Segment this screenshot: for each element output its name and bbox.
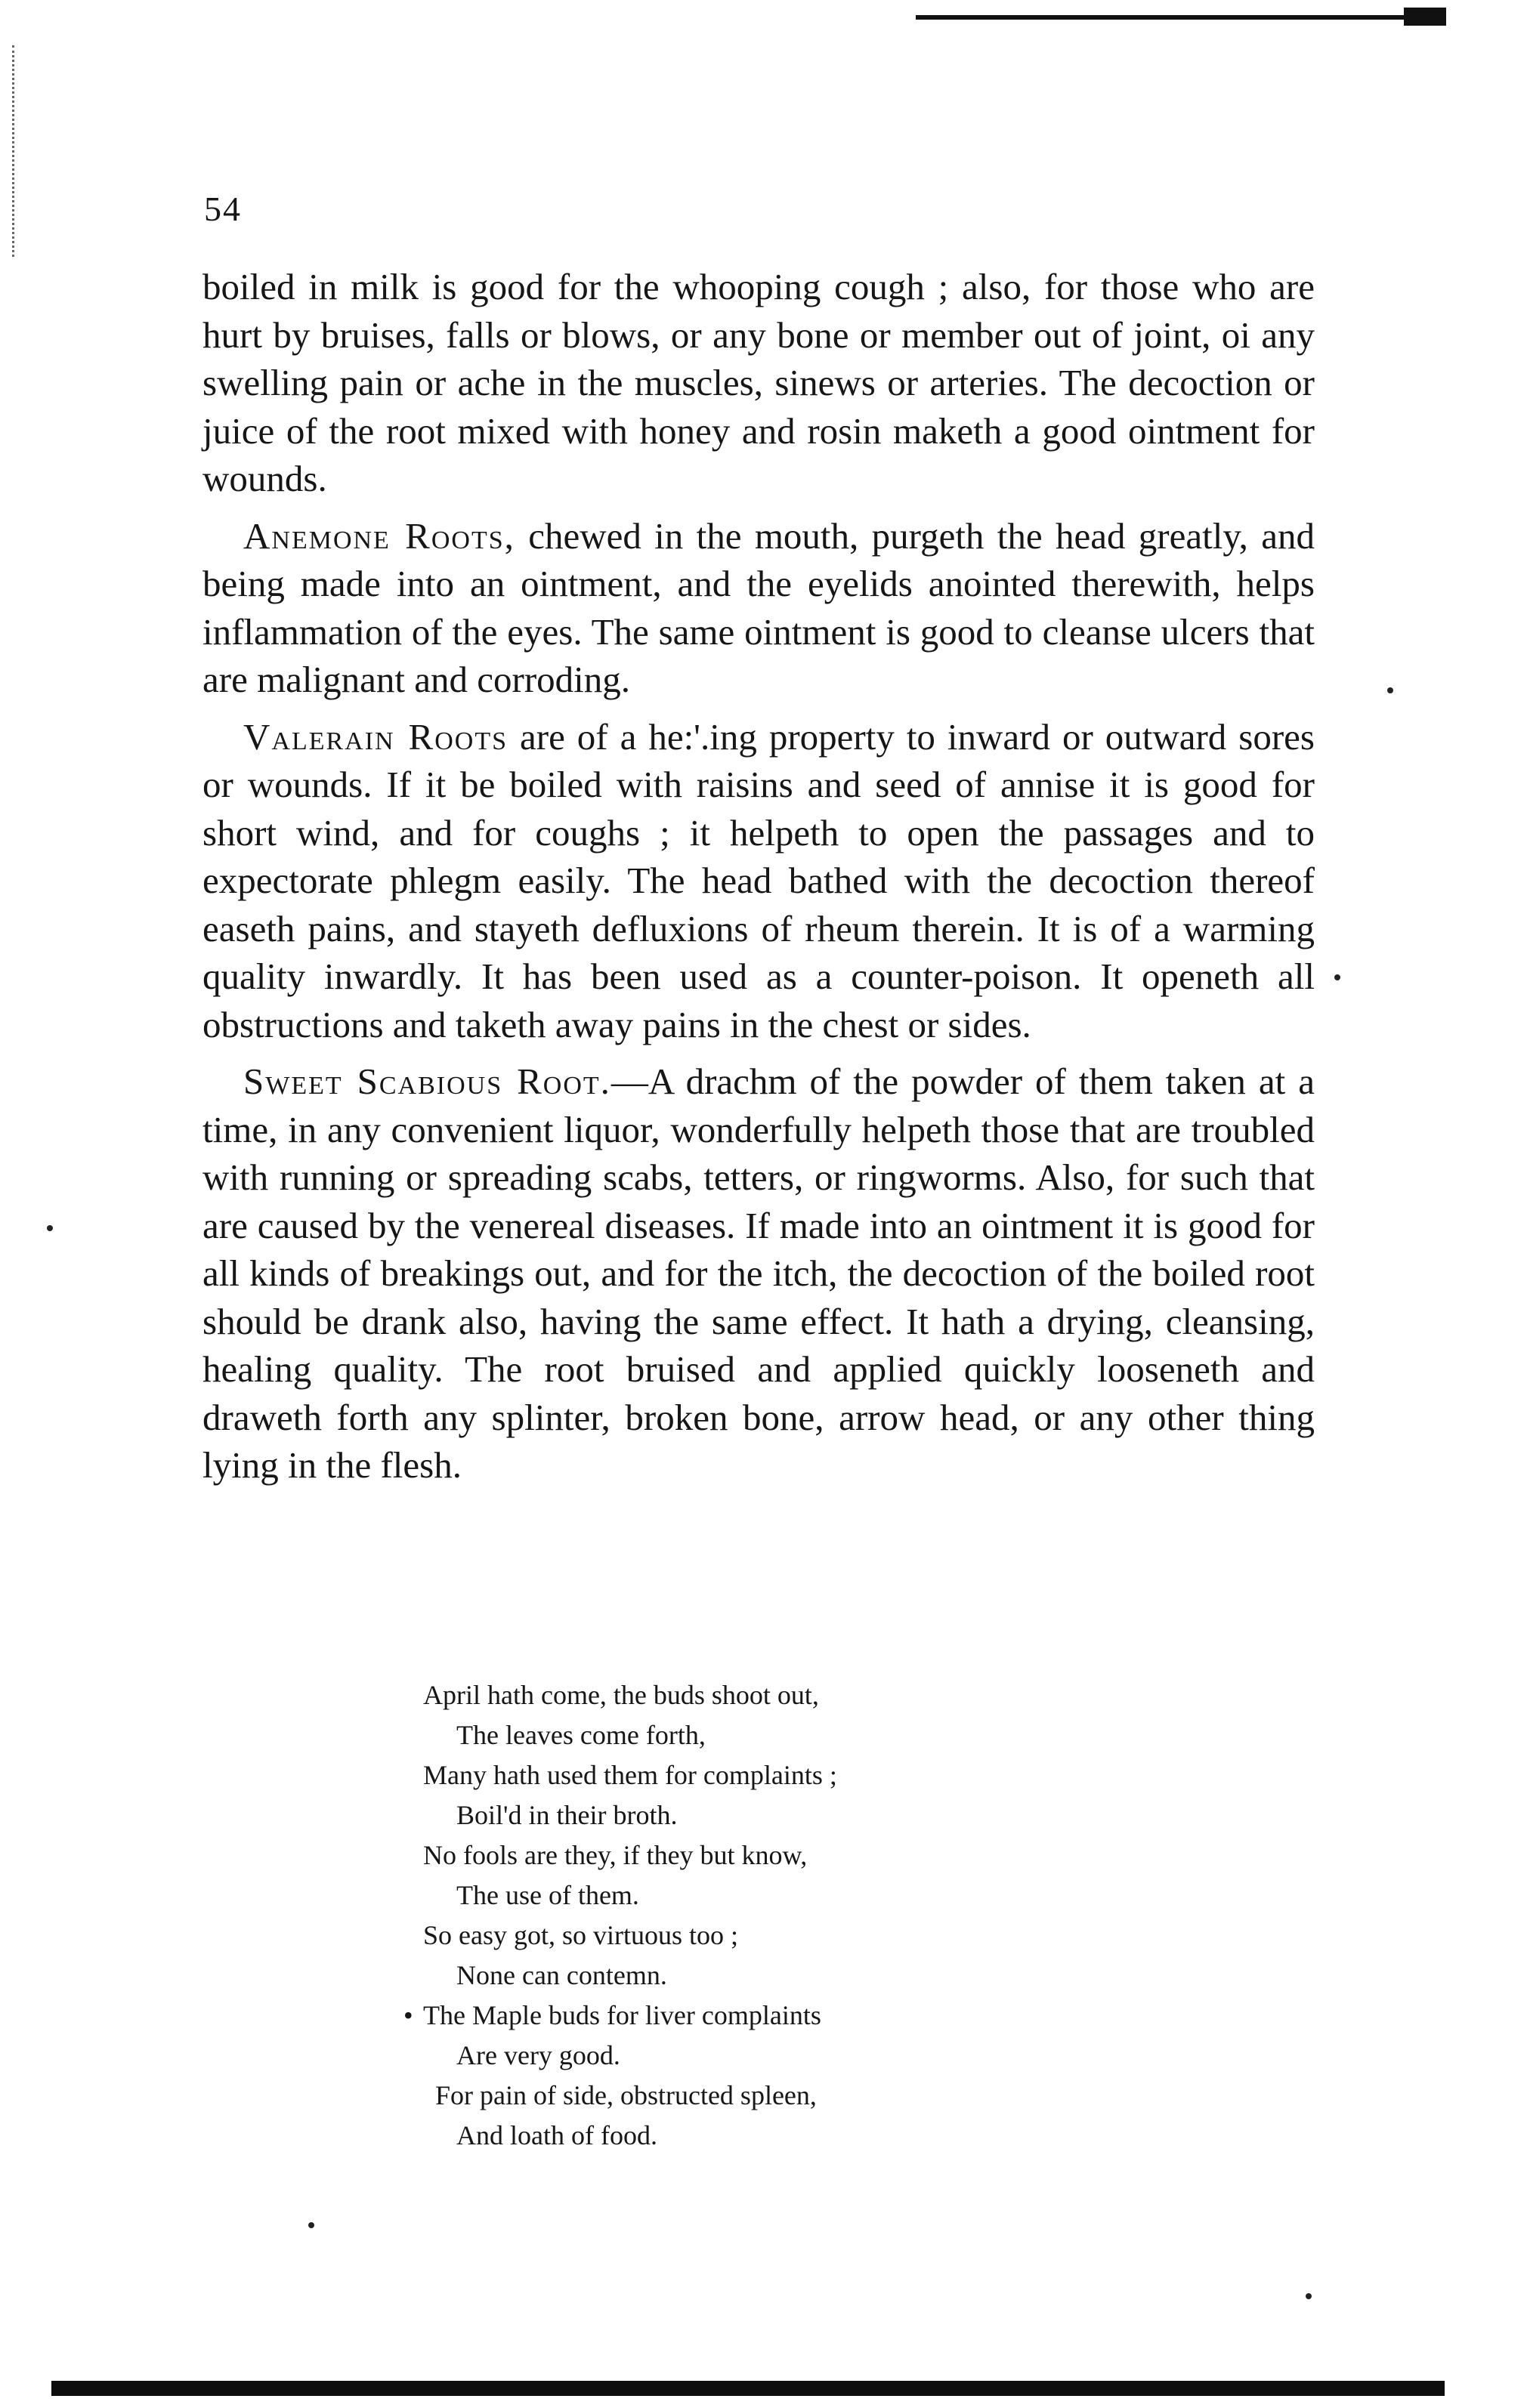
poem-line: The use of them. [456, 1880, 639, 1910]
paragraph-text: chewed in the mouth, purgeth the head greatly, and being made into an ointment, and the eyelids anointed therewith, helps inflammation of the eyes. The same ointment is good to cleanse ulcers that are malignant and corroding. [202, 514, 1315, 700]
poem-line: Are very good. [456, 2040, 620, 2070]
paragraph [202, 713, 1315, 1049]
stray-speck [1306, 2293, 1312, 2299]
poem [403, 1675, 837, 2156]
paragraph-lead: Valerain Roots [243, 715, 508, 758]
paragraph-text: boiled in milk is good for the whooping cough ; also, for those who are hurt by bruises, falls or blows, or any bone or member out of joint, oi any swelling pain or ache in the muscles, sinews or arteries. The decoction or juice of the root mixed with honey and rosin maketh a good ointment for wounds. [202, 266, 1315, 499]
paragraph-text: are of a he:'.ing property to inward or outward sores or wounds. If it be boiled with raisins and seed of annise it is good for short wind, and for coughs ; it helpeth to open the passages and to expectorate phlegm easily. The head bathed with the decoction thereof easeth pains, and stayeth defluxions of rheum therein. It is of a warming quality inwardly. It has been used as a counter-poison. It openeth all obstructions and taketh away pains in the chest or sides. [202, 715, 1315, 1045]
body-text [202, 263, 1315, 1499]
poem-line: Many hath used them for complaints ; [423, 1760, 837, 1790]
top-rule-tab [1404, 8, 1446, 26]
stray-speck [308, 2222, 314, 2228]
margin-speckles [12, 45, 17, 257]
poem-line: And loath of food. [456, 2120, 657, 2150]
poem-line: None can contemn. [456, 1960, 667, 1990]
poem-line: No fools are they, if they but know, [423, 1840, 808, 1870]
poem-line: For pain of side, obstructed spleen, [435, 2080, 817, 2110]
poem-line: So easy got, so virtuous too ; [423, 1920, 739, 1950]
paragraph-lead: Sweet Scabious Root. [243, 1060, 611, 1102]
page-number: 54 [204, 190, 242, 228]
top-rule [916, 15, 1443, 20]
paragraph [202, 1057, 1315, 1490]
stray-speck [47, 1225, 53, 1231]
poem-line: The leaves come forth, [456, 1720, 706, 1750]
bullet-icon: • [403, 2000, 413, 2030]
poem-line-text: The Maple buds for liver complaints [423, 2000, 821, 2030]
paragraph [202, 512, 1315, 704]
paragraph-lead: Anemone Roots, [243, 514, 515, 557]
paragraph-text: —A drachm of the powder of them taken at a time, in any convenient liquor, wonderfully helpeth those that are troubled with running or spreading scabs, tetters, or ringworms. Also, for such that are caused by the venereal diseases. If made into an ointment it is good for all kinds of breakings out, and for the itch, the decoction of the boiled root should be drank also, having the same effect. It hath a drying, cleansing, healing quality. The root bruised and applied quickly looseneth and draweth forth any splinter, broken bone, arrow head, or any other thing lying in the flesh. [202, 1060, 1315, 1486]
poem-line [403, 1996, 837, 2036]
poem-line: Boil'd in their broth. [456, 1800, 678, 1830]
paragraph [202, 263, 1315, 503]
poem-line: April hath come, the buds shoot out, [423, 1680, 819, 1710]
stray-speck [1334, 974, 1340, 980]
stray-speck [1387, 687, 1393, 693]
bottom-rule [51, 2381, 1445, 2396]
